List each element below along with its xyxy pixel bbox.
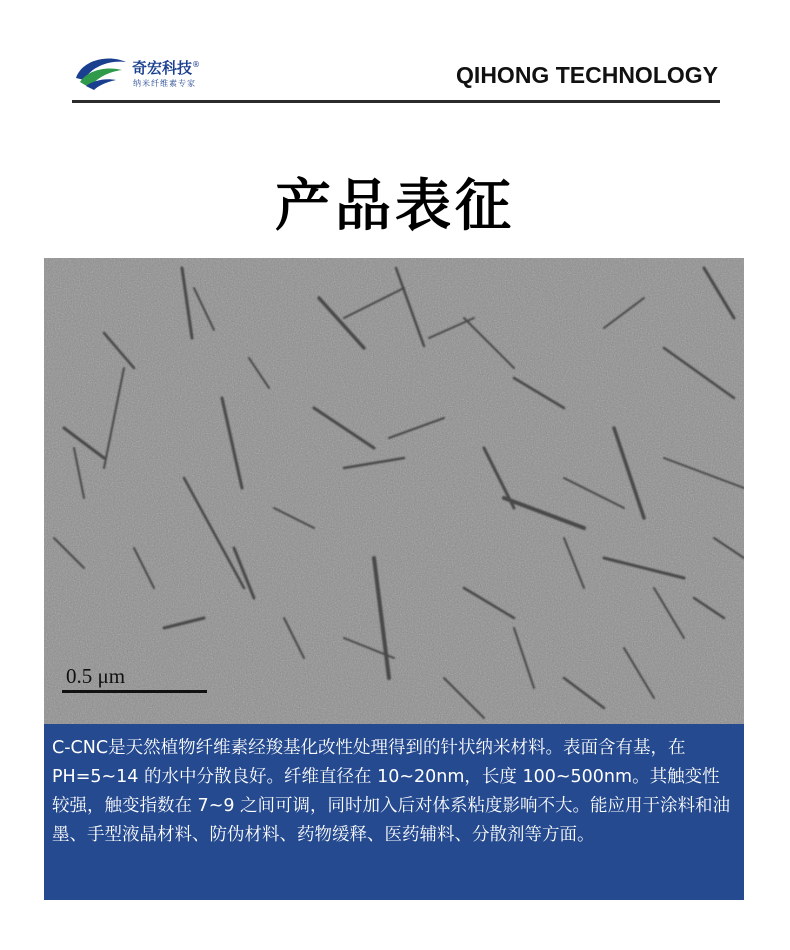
micrograph-image <box>44 258 744 728</box>
company-logo <box>72 52 212 94</box>
logo-swoosh-icon <box>72 52 128 92</box>
logo-tagline: 纳米纤维素专家 <box>133 79 196 88</box>
tem-micrograph <box>44 258 744 728</box>
brand-english-name: QIHONG TECHNOLOGY <box>456 62 718 88</box>
logo-company-name: 奇宏科技® <box>132 59 201 77</box>
scale-bar-label: 0.5 μm <box>66 664 126 688</box>
scale-bar-line <box>62 690 207 693</box>
product-description: C-CNC是天然植物纤维素经羧基化改性处理得到的针状纳米材料。表面含有基，在PH=5~14 的水中分散良好。纤维直径在 10~20nm，长度 100~500nm。其触变性较强，触变指数在 7~9 之间可调，同时加入后对体系粘度影响不大。能应用于涂料和油墨、手型液晶材料、防伪材料、药物缓释、医药辅料、分散剂等方面。 <box>44 724 744 900</box>
header <box>0 0 790 110</box>
page-title: 产品表征 <box>275 174 515 239</box>
header-divider <box>72 100 720 103</box>
